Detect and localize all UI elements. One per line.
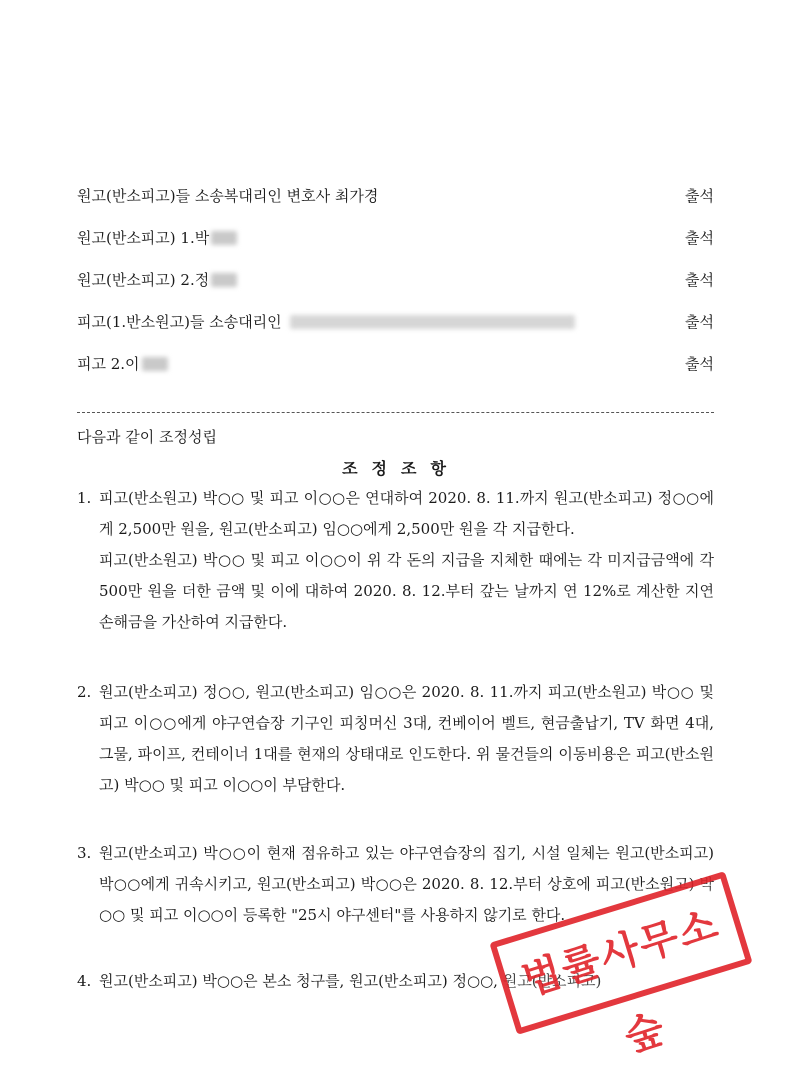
item-paragraph: 원고(반소피고) 박○○이 현재 점유하고 있는 야구연습장의 집기, 시설 일체는 원고(반소피고) 박○○에게 귀속시키고, 원고(반소피고) 박○○은 2020. 8. 12.부터 상호에 피고(반소원고) 박○○ 및 피고 이○○이 등록한 "25시 야구센터"를 사용하지 않기로 한다. — [99, 844, 714, 924]
attendance-row — [77, 310, 714, 334]
attendance-status: 출석 — [685, 229, 714, 247]
attendance-label: 피고(1.반소원고)들 소송대리인 — [77, 313, 282, 331]
item-paragraph: 원고(반소피고) 정○○, 원고(반소피고) 임○○은 2020. 8. 11.까지 피고(반소원고) 박○○ 및 피고 이○○에게 야구연습장 기구인 피칭머신 3대, 컨베이어 벨트, 현금출납기, TV 화면 4대, 그물, 파이프, 컨테이너 1대를 현재의 상태대로 인도한다. 위 물건들의 이동비용은 피고(반소원고) 박○○ 및 피고 이○○이 부담한다. — [99, 683, 714, 794]
item-paragraph: 원고(반소피고) 박○○은 본소 청구를, 원고(반소피고) 정○○, 원고(반소피고) — [99, 972, 602, 990]
attendance-status: 출석 — [685, 313, 714, 331]
redacted-name — [211, 273, 237, 287]
section-title: 조정조항 — [342, 459, 460, 478]
attendance-status: 출석 — [685, 187, 714, 205]
attendance-label-wrap — [77, 310, 575, 334]
attendance-label-wrap — [77, 226, 237, 250]
settlement-item — [77, 483, 714, 638]
attendance-row — [77, 226, 714, 250]
dashed-divider — [77, 412, 714, 413]
attendance-label: 원고(반소피고) 2.정 — [77, 271, 210, 289]
attendance-label-wrap — [77, 352, 168, 376]
item-number: 1. — [77, 489, 92, 507]
item-number: 2. — [77, 683, 92, 701]
attendance-status: 출석 — [685, 271, 714, 289]
stamp-text: 법률사무소 숲 — [517, 901, 725, 1062]
item-number: 3. — [77, 844, 92, 862]
intro-text: 다음과 같이 조정성립 — [77, 428, 217, 446]
item-number: 4. — [77, 972, 92, 990]
item-paragraph: 피고(반소원고) 박○○ 및 피고 이○○이 위 각 돈의 지급을 지체한 때에는 각 미지급금액에 각 500만 원을 더한 금액 및 이에 대하여 2020. 8. 12.부터 갚는 날까지 연 12%로 계산한 지연손해금을 가산하여 지급한다. — [99, 551, 714, 631]
attendance-label-wrap — [77, 268, 237, 292]
attendance-label: 원고(반소피고)들 소송복대리인 변호사 최가경 — [77, 187, 379, 205]
attendance-row — [77, 352, 714, 376]
attendance-row — [77, 184, 714, 208]
attendance-status: 출석 — [685, 355, 714, 373]
attendance-row — [77, 268, 714, 292]
attendance-label: 원고(반소피고) 1.박 — [77, 229, 210, 247]
redacted-name — [142, 357, 168, 371]
item-paragraph: 피고(반소원고) 박○○ 및 피고 이○○은 연대하여 2020. 8. 11.까지 원고(반소피고) 정○○에게 2,500만 원을, 원고(반소피고) 임○○에게 2,500만 원을 각 지급한다. — [99, 489, 714, 538]
redacted-name — [211, 231, 237, 245]
attendance-label: 피고 2.이 — [77, 355, 140, 373]
redacted-name — [290, 315, 575, 329]
settlement-item — [77, 677, 714, 801]
